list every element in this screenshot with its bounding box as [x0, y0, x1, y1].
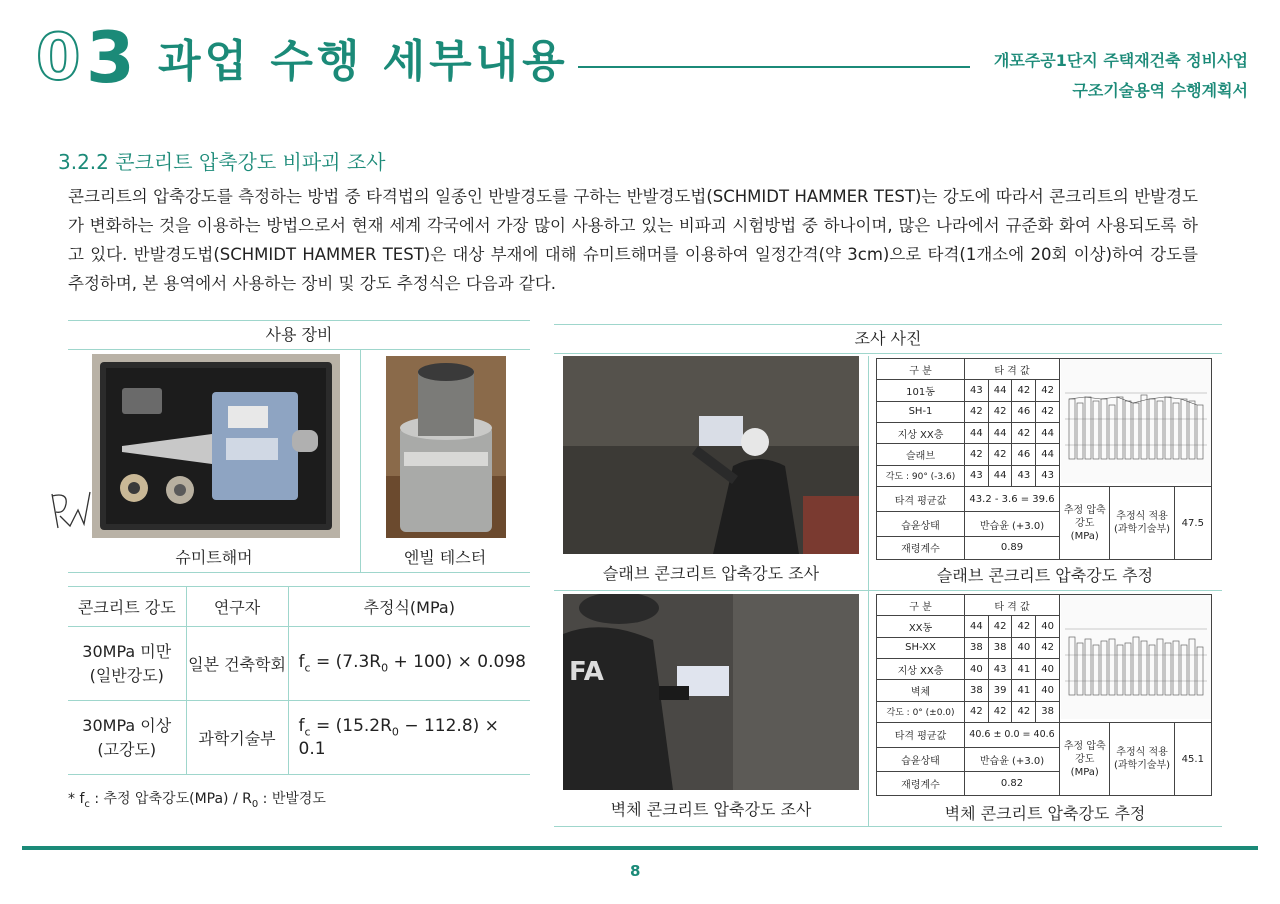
- table-header-values: 타 격 값: [965, 595, 1060, 616]
- table-row: 재령계수 0.89: [877, 536, 1212, 559]
- table-row: 101동 43 44 42 42: [877, 380, 1212, 401]
- estimated-strength-value: 45.1: [1181, 753, 1204, 765]
- table-row: XX동 44 42 42 40: [877, 616, 1212, 637]
- header-rule: [578, 66, 970, 68]
- formula-applied-label: 추정식 적용 (과학기술부): [1110, 487, 1174, 559]
- survey-bottom-rule: [554, 826, 1222, 827]
- col-header-strength: 콘크리트 강도: [68, 587, 186, 627]
- table-row: 각도 : 0° (±0.0) 42 42 42 38: [877, 701, 1212, 722]
- survey-vertical-divider-top: [868, 356, 869, 592]
- strength-range: 30MPa 미만: [82, 641, 172, 661]
- estimated-strength-value: 47.5: [1181, 517, 1204, 529]
- slab-table-caption: 슬래브 콘크리트 압축강도 추정: [936, 566, 1154, 585]
- project-name: 개포주공1단지 주택재건축 정비사업: [993, 51, 1248, 70]
- page-number: 8: [630, 862, 641, 880]
- slab-survey-photo: [563, 356, 859, 554]
- anvil-tester-caption: 엔빌 테스터: [403, 548, 487, 567]
- equipment-vertical-divider: [360, 350, 361, 572]
- strength-class: (고강도): [97, 739, 157, 759]
- table-row: 재령계수 0.82: [877, 772, 1212, 796]
- table-header-label: 구 분: [877, 359, 965, 380]
- table-row: [68, 627, 530, 701]
- formula-applied-label: 추정식 적용 (과학기술부): [1110, 723, 1174, 795]
- formula-note: * $f_c$ : 추정 압축강도$(MPa) / R_0$ : 반발경도: [68, 791, 326, 810]
- table-row: 습윤상태 반습윤 (+3.0): [877, 747, 1212, 772]
- wall-data-table: [876, 594, 1212, 796]
- formula: $f_c = (7.3R_0 + 100) \times 0.098$: [288, 627, 530, 701]
- table-row: [68, 701, 530, 775]
- table-row: 벽체 38 39 41 40: [877, 680, 1212, 701]
- col-header-researcher: 연구자: [186, 587, 288, 627]
- slab-rebound-chart: [1060, 359, 1212, 487]
- equipment-header: 사용 장비: [68, 320, 530, 350]
- table-row: 지상 XX층 44 44 42 44: [877, 422, 1212, 443]
- section-title: 3.2.2 콘크리트 압축강도 비파괴 조사: [58, 150, 386, 174]
- col-header-formula: 추정식(MPa): [288, 587, 530, 627]
- formula: $f_c = (15.2R_0 - 112.8) \times 0.1$: [288, 701, 530, 775]
- table-row: 타격 평균값 40.6 ± 0.0 = 40.6 추정 압축강도 (MPa) 추정식 적용 (과학기술부) 45.1: [877, 723, 1212, 748]
- svg-text:FA: FA: [569, 657, 604, 687]
- researcher: 일본 건축학회: [186, 627, 288, 701]
- section-paragraph: 콘크리트의 압축강도를 측정하는 방법 중 타격법의 일종인 반발경도를 구하는 반발경도법(SCHMIDT HAMMER TEST)는 강도에 따라서 콘크리트의 반발경도가 변화하는 것을 이용하는 방법으로서 현재 세계 각국에서 가장 많이 사용하고 있는 비파괴 시험방법 중 하나이며, 많은 나라에서 규준화 화여 사용되도록 하고 있다. 반발경도법(SCHMIDT HAMMER TEST)은 대상 부재에 대해 슈미트해머를 이용하여 일정간격(약 3cm)으로 타격(1개소에 20회 이상)하여 강도를 추정하며, 본 용역에서 사용하는 장비 및 강도 추정식은 다음과 같다.: [68, 187, 1198, 293]
- wall-table-caption: 벽체 콘크리트 압축강도 추정: [944, 804, 1146, 823]
- table-header-values: 타 격 값: [965, 359, 1060, 380]
- footer-rule: [22, 846, 1258, 850]
- table-header-label: 구 분: [877, 595, 965, 616]
- survey-vertical-divider-bottom: [868, 592, 869, 826]
- survey-divider: [554, 590, 1222, 591]
- equipment-divider: [68, 572, 530, 573]
- handwritten-mark: [44, 488, 92, 538]
- schmidt-hammer-photo: [92, 354, 340, 538]
- estimated-strength-label: 추정 압축강도 (MPa): [1060, 487, 1110, 559]
- chapter-number-outline: 0: [36, 21, 81, 95]
- researcher: 과학기술부: [186, 701, 288, 775]
- chapter-title: 과업 수행 세부내용: [158, 36, 569, 87]
- strength-class: (일반강도): [89, 665, 164, 685]
- slab-data-table: [876, 358, 1212, 560]
- schmidt-hammer-caption: 슈미트해머: [175, 548, 253, 567]
- strength-formula-table: [68, 586, 530, 775]
- slab-photo-caption: 슬래브 콘크리트 압축강도 조사: [602, 564, 820, 583]
- strength-range: 30MPa 이상: [82, 715, 172, 735]
- table-row: 타격 평균값 43.2 - 3.6 = 39.6 추정 압축강도 (MPa) 추정식 적용 (과학기술부) 47.5: [877, 487, 1212, 512]
- table-row: 슬래브 42 42 46 44: [877, 444, 1212, 465]
- wall-rebound-chart: [1060, 595, 1212, 723]
- table-row: SH-XX 38 38 40 42: [877, 637, 1212, 658]
- wall-survey-photo: [563, 594, 859, 790]
- wall-photo-caption: 벽체 콘크리트 압축강도 조사: [610, 800, 812, 819]
- table-row: SH-1 42 42 46 42: [877, 401, 1212, 422]
- anvil-tester-photo: [386, 356, 506, 538]
- table-row: 습윤상태 반습윤 (+3.0): [877, 512, 1212, 536]
- document-name: 구조기술용역 수행계획서: [1072, 81, 1248, 100]
- table-row: 각도 : 90° (-3.6) 43 44 43 43: [877, 465, 1212, 486]
- table-row: 지상 XX층 40 43 41 40: [877, 658, 1212, 679]
- estimated-strength-label: 추정 압축강도 (MPa): [1060, 723, 1110, 795]
- survey-header: 조사 사진: [554, 324, 1222, 354]
- chapter-number: 3: [86, 17, 135, 99]
